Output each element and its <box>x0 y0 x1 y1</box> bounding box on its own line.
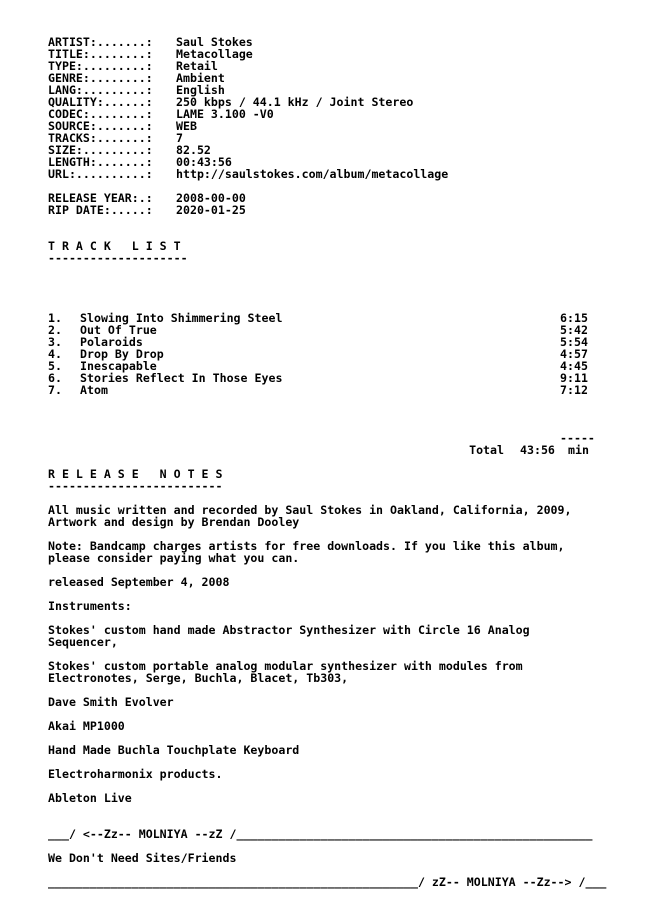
meta-key: QUALITY:......: <box>48 95 153 109</box>
track-title: Inescapable <box>80 359 157 373</box>
meta-value: Metacollage <box>176 47 253 61</box>
spacer <box>48 588 648 600</box>
release-block <box>48 192 648 216</box>
meta-key: GENRE:........: <box>48 71 153 85</box>
notes-instrument-evolver: Dave Smith Evolver <box>48 695 174 709</box>
meta-value: 00:43:56 <box>176 155 232 169</box>
notes-instrument-abstractor-2: Sequencer, <box>48 635 118 649</box>
meta-value: 250 kbps / 44.1 kHz / Joint Stereo <box>176 95 414 109</box>
track-title: Atom <box>80 383 108 397</box>
meta-key: TYPE:.........: <box>48 59 153 73</box>
notes-instrument-ableton: Ableton Live <box>48 791 132 805</box>
notes-instrument-abstractor-1: Stokes' custom hand made Abstractor Synthesizer with Circle 16 Analog <box>48 623 530 637</box>
meta-key: CODEC:........: <box>48 107 153 121</box>
track-duration: 4:57 <box>560 347 588 361</box>
notes-instrument-akai: Akai MP1000 <box>48 719 125 733</box>
meta-value: Saul Stokes <box>176 35 253 49</box>
spacer <box>48 780 648 792</box>
spacer <box>48 708 648 720</box>
total-rule-row <box>48 432 648 444</box>
total-gap <box>504 444 520 456</box>
release-value: 2020-01-25 <box>176 203 246 217</box>
meta-value: Ambient <box>176 71 225 85</box>
notes-bandcamp-line-1: Note: Bandcamp charges artists for free downloads. If you like this album, <box>48 539 565 553</box>
meta-value: WEB <box>176 119 197 133</box>
nfo-document <box>48 36 648 888</box>
footer-banner-top: ___/ <--Zz-- MOLNIYA --zZ /___________________________________________________ <box>48 827 593 841</box>
notes-instruments-label: Instruments: <box>48 599 132 613</box>
track-title: Slowing Into Shimmering Steel <box>80 311 283 325</box>
notes-credits-line-2: Artwork and design by Brendan Dooley <box>48 515 300 529</box>
track-duration: 5:42 <box>560 323 588 337</box>
tracklist-heading: T R A C K L I S T <box>48 239 181 253</box>
track-number: 3. <box>48 335 62 349</box>
spacer <box>48 288 648 300</box>
track-duration: 5:54 <box>560 335 588 349</box>
total-row <box>48 444 648 456</box>
track-title: Stories Reflect In Those Eyes <box>80 371 283 385</box>
track-title: Polaroids <box>80 335 143 349</box>
meta-value: Retail <box>176 59 218 73</box>
spacer <box>48 276 648 288</box>
total-time: 43:56 <box>520 443 555 457</box>
track-number: 4. <box>48 347 62 361</box>
total-unit: min <box>568 443 589 457</box>
meta-key: LANG:.........: <box>48 83 153 97</box>
track-number: 2. <box>48 323 62 337</box>
notes-instrument-electroharmonix: Electroharmonix products. <box>48 767 223 781</box>
spacer <box>48 408 648 420</box>
track-duration: 7:12 <box>560 383 588 397</box>
meta-key: URL:..........: <box>48 167 153 181</box>
notes-credits-line-1: All music written and recorded by Saul Stokes in Oakland, California, 2009, <box>48 503 572 517</box>
total-label: Total <box>469 443 504 457</box>
notes-instrument-modular-2: Electronotes, Serge, Buchla, Blacet, Tb303, <box>48 671 349 685</box>
spacer <box>48 804 648 816</box>
spacer <box>48 216 648 228</box>
notes-instrument-buchla: Hand Made Buchla Touchplate Keyboard <box>48 743 300 757</box>
meta-key: TITLE:........: <box>48 47 153 61</box>
notes-bandcamp-line-2: please consider paying what you can. <box>48 551 300 565</box>
spacer <box>48 264 648 276</box>
meta-value: English <box>176 83 225 97</box>
tracklist-underline: -------------------- <box>48 251 188 265</box>
track-number: 6. <box>48 371 62 385</box>
meta-key: ARTIST:.......: <box>48 35 153 49</box>
track-title: Out Of True <box>80 323 157 337</box>
track-duration: 9:11 <box>560 371 588 385</box>
track-list <box>48 312 648 396</box>
release-row-rip-date <box>48 204 648 216</box>
track-row <box>48 372 648 384</box>
spacer <box>48 420 648 432</box>
release-notes-underline: ------------------------- <box>48 479 223 493</box>
meta-value: 82.52 <box>176 143 211 157</box>
total-rule: ----- <box>560 431 595 445</box>
meta-key: LENGTH:.......: <box>48 155 153 169</box>
notes-instrument-modular-1: Stokes' custom portable analog modular synthesizer with modules from <box>48 659 523 673</box>
release-key: RELEASE YEAR:.: <box>48 191 153 205</box>
metadata-block <box>48 36 648 180</box>
track-number: 7. <box>48 383 62 397</box>
release-notes-heading: R E L E A S E N O T E S <box>48 467 223 481</box>
meta-value: http://saulstokes.com/album/metacollage <box>176 167 449 181</box>
track-number: 1. <box>48 311 62 325</box>
meta-value: 7 <box>176 131 183 145</box>
release-key: RIP DATE:.....: <box>48 203 153 217</box>
release-value: 2008-00-00 <box>176 191 246 205</box>
meta-row-url <box>48 168 648 180</box>
meta-key: SIZE:.........: <box>48 143 153 157</box>
track-title: Drop By Drop <box>80 347 164 361</box>
meta-value: LAME 3.100 -V0 <box>176 107 274 121</box>
footer-tagline: We Don't Need Sites/Friends <box>48 851 237 865</box>
meta-key: SOURCE:.......: <box>48 119 153 133</box>
track-duration: 4:45 <box>560 359 588 373</box>
track-row <box>48 384 648 396</box>
meta-key: TRACKS:.......: <box>48 131 153 145</box>
notes-released-date: released September 4, 2008 <box>48 575 230 589</box>
spacer <box>48 396 648 408</box>
track-duration: 6:15 <box>560 311 588 325</box>
footer-banner-bottom: _____________________________________________________/ zZ-- MOLNIYA --Zz--> /___ <box>48 875 607 889</box>
track-number: 5. <box>48 359 62 373</box>
